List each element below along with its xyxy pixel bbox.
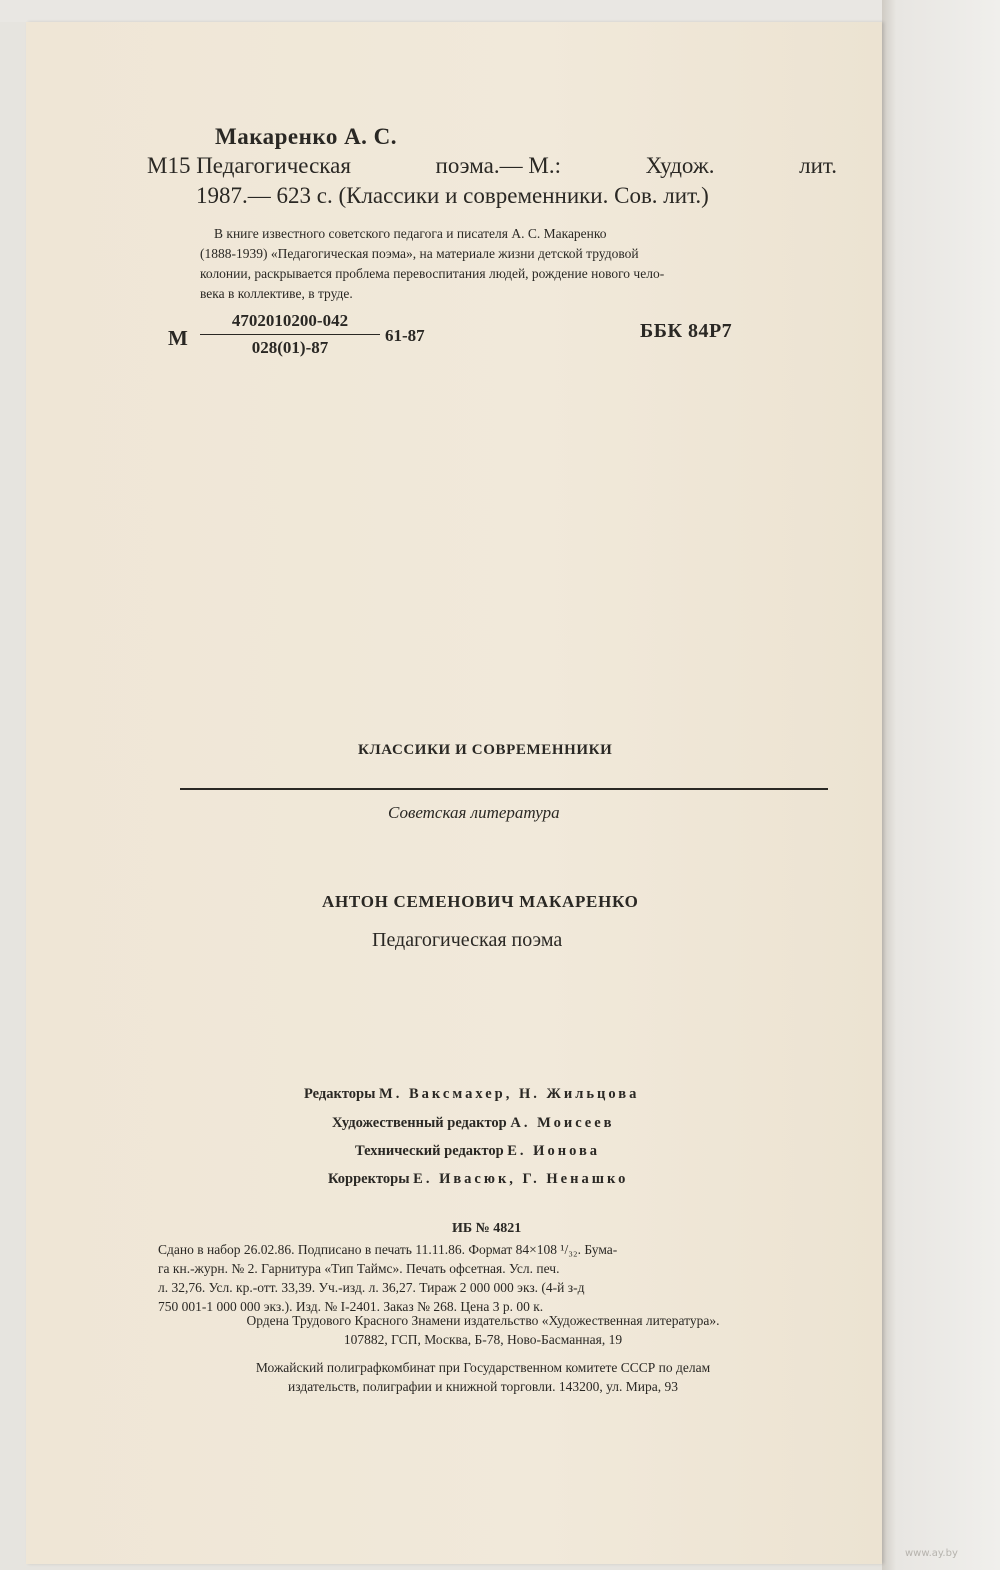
series-name: КЛАССИКИ И СОВРЕМЕННИКИ [358, 742, 613, 758]
book-title: Педагогическая поэма [372, 929, 563, 951]
ib-number: ИБ № 4821 [452, 1221, 522, 1236]
annotation-line: колонии, раскрывается проблема перевоспитания людей, рождение нового чело- [200, 266, 665, 281]
printer-line: Можайский полиграфкомбинат при Государственном комитете СССР по делам [255, 1360, 711, 1375]
publisher-line: Ордена Трудового Красного Знамени издательство «Художественная литература». [246, 1313, 720, 1328]
credit-names: А. Моисеев [510, 1115, 615, 1131]
catalog-title-line [147, 153, 837, 179]
annotation-line: (1888-1939) «Педагогическая поэма», на материале жизни детской трудовой [200, 246, 639, 261]
publisher-line: 107882, ГСП, Москва, Б-78, Ново-Басманная, 19 [343, 1332, 623, 1347]
credit-role: Технический редактор [355, 1143, 504, 1159]
credit-line [328, 1171, 628, 1188]
catalog-author: Макаренко А. С. [215, 124, 398, 149]
imprint-line: га кн.-журн. № 2. Гарнитура «Тип Таймс». Печать офсетная. Усл. печ. [158, 1261, 560, 1276]
credit-names: Е. Ионова [507, 1143, 601, 1159]
background-top [0, 0, 1000, 22]
credit-line [304, 1086, 639, 1103]
annotation-line: века в коллективе, в труде. [200, 286, 353, 301]
index-code: 61-87 [385, 326, 425, 345]
book-author: АНТОН СЕМЕНОВИЧ МАКАРЕНКО [322, 892, 639, 911]
series-divider [180, 788, 828, 790]
index-fraction [200, 311, 380, 358]
index-letter: М [168, 326, 188, 350]
index-denominator: 028(01)-87 [251, 338, 329, 357]
watermark: www.ay.by [905, 1548, 958, 1559]
annotation [200, 224, 840, 304]
catalog-title-part: Худож. [645, 153, 715, 178]
publisher-info [168, 1311, 798, 1349]
adjacent-page-edge [882, 0, 1000, 1570]
imprint-line: 750 001-1 000 000 экз.). Изд. № I-2401. Заказ № 268. Цена 3 р. 00 к. [158, 1299, 544, 1314]
credit-names: М. Ваксмахер, Н. Жильцова [379, 1086, 640, 1102]
catalog-publication-line: 1987.— 623 с. (Классики и современники. Сов. лит.) [196, 183, 709, 208]
imprint-line: л. 32,76. Усл. кр.-отт. 33,39. Уч.-изд. л. 36,27. Тираж 2 000 000 экз. (4-й з-д [158, 1280, 585, 1295]
imprint-line: Сдано в набор 26.02.86. Подписано в печать 11.11.86. Формат 84×108 ¹/₃₂. Бума- [158, 1242, 618, 1257]
credit-role: Корректоры [328, 1171, 410, 1187]
credit-line [332, 1115, 615, 1132]
imprint-details [158, 1240, 808, 1316]
credit-role: Художественный редактор [332, 1115, 507, 1131]
credit-line [355, 1143, 600, 1160]
printer-info [158, 1358, 808, 1396]
subseries-name: Советская литература [388, 803, 560, 822]
catalog-title-part: поэма.— М.: [435, 153, 561, 178]
index-numerator: 4702010200-042 [200, 311, 380, 335]
credit-names: Е. Ивасюк, Г. Ненашко [413, 1171, 629, 1187]
annotation-line: В книге известного советского педагога и писателя А. С. Макаренко [214, 226, 607, 241]
printer-line: издательств, полиграфии и книжной торговли. 143200, ул. Мира, 93 [288, 1379, 678, 1394]
credit-role: Редакторы [304, 1086, 376, 1102]
catalog-title-part: М15 Педагогическая [147, 153, 351, 178]
bbk-code: ББК 84Р7 [640, 320, 733, 342]
catalog-title-part: лит. [799, 153, 837, 178]
